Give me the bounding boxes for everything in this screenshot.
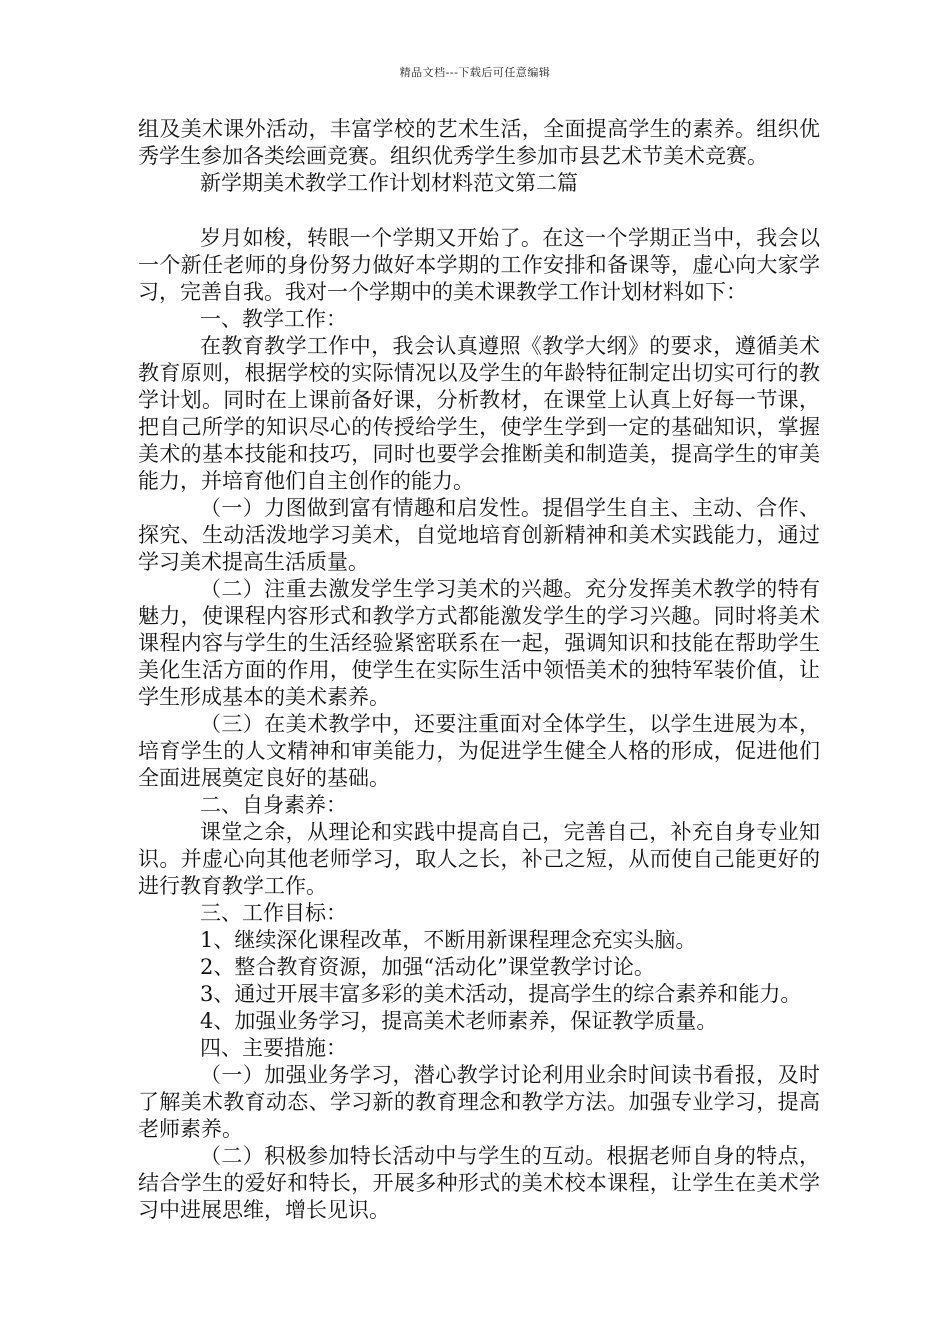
paragraph-item-2: （二）注重去激发学生学习美术的兴趣。充分发挥美术教学的特有魅力，使课程内容形式和教学方式都能激发学生的学习兴趣。同时将美术课程内容与学生的生活经验紧密联系在一起，强调知识和技能在帮助学生美化生活方面的作用，使学生在实际生活中领悟美术的独特军装价值，让学生形成基本的美术素养。 [138,577,820,709]
paragraph-self-cultivation: 课堂之余，从理论和实践中提高自己，完善自己，补充自身专业知识。并虚心向其他老师学习，取人之长，补己之短，从而使自己能更好的进行教育教学工作。 [138,820,820,898]
measure-item-2: （二）积极参加特长活动中与学生的互动。根据老师自身的特点，结合学生的爱好和特长，开展多种形式的美术校本课程，让学生在美术学习中进展思维，增长见识。 [138,1144,820,1222]
blank-line [138,197,820,225]
heading-teaching-work: 一、教学工作： [200,307,347,331]
goal-item-2: 2、整合教育资源，加强“活动化”课堂教学讨论。 [200,955,655,979]
paragraph-teaching-work: 在教育教学工作中，我会认真遵照《教学大纲》的要求，遵循美术教育原则，根据学校的实际情况以及学生的年龄特征制定出切实可行的教学计划。同时在上课前备好课，分析教材，在课堂上认真上好每一节课，把自己所学的知识尽心的传授给学生，使学生学到一定的基础知识，掌握美术的基本技能和技巧，同时也要学会推断美和制造美，提高学生的审美能力，并培育他们自主创作的能力。 [138,334,820,493]
paragraph-intro: 岁月如梭，转眼一个学期又开始了。在这一个学期正当中，我会以一个新任老师的身份努力做好本学期的工作安排和备课等，虚心向大家学习，完善自我。我对一个学期中的美术课教学工作计划材料如下： [138,226,820,304]
measure-item-1: （一）加强业务学习，潜心教学讨论利用业余时间读书看报，及时了解美术教育动态、学习新的教育理念和教学方法。加强专业学习，提高老师素养。 [138,1063,820,1141]
goal-item-3: 3、通过开展丰富多彩的美术活动，提高学生的综合素养和能力。 [200,982,802,1006]
section-title: 新学期美术教学工作计划材料范文第二篇 [200,171,578,195]
heading-self-cultivation: 二、自身素养： [200,793,347,817]
paragraph-item-3: （三）在美术教学中，还要注重面对全体学生，以学生进展为本，培育学生的人文精神和审美能力，为促进学生健全人格的形成，促进他们全面进展奠定良好的基础。 [138,712,820,790]
goal-item-4: 4、加强业务学习，提高美术老师素养，保证教学质量。 [200,1009,718,1033]
heading-work-goals: 三、工作目标： [200,901,347,925]
paragraph-item-1: （一）力图做到富有情趣和启发性。提倡学生自主、主动、合作、探究、生动活泼地学习美术，自觉地培育创新精神和美术实践能力，通过学习美术提高生活质量。 [138,496,820,574]
goal-item-1: 1、继续深化课程改革，不断用新课程理念充实头脑。 [200,928,697,952]
heading-main-measures: 四、主要措施： [200,1036,347,1060]
paragraph-continuation: 组及美术课外活动，丰富学校的艺术生活，全面提高学生的素养。组织优秀学生参加各类绘画竞赛。组织优秀学生参加市县艺术节美术竞赛。 [138,117,820,168]
document-body [138,116,820,1224]
page-header: 精品文档---下载后可任意编辑 [399,66,551,79]
